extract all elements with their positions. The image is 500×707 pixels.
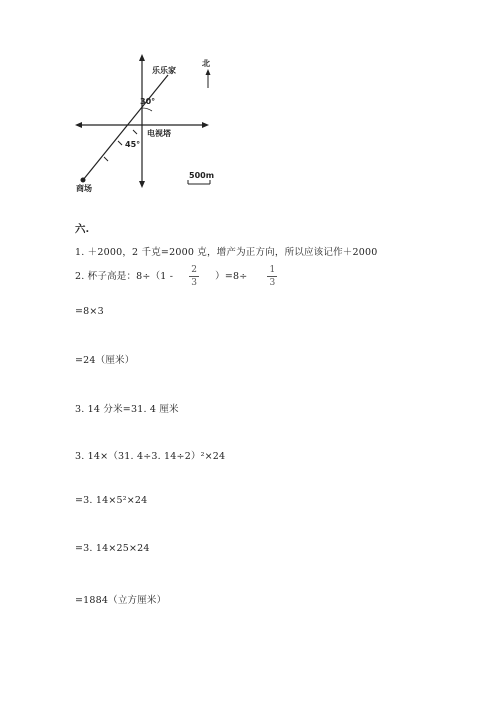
angle-30-label: 30° — [140, 97, 156, 106]
answer-line-5: 3. 14 分米=31. 4 厘米 — [75, 404, 179, 415]
answer-line-1: 1. ＋2000，2 千克=2000 克，增产为正方向，所以应该记作＋2000 — [75, 247, 378, 258]
lele-home-label: 乐乐家 — [152, 66, 176, 75]
answer-line-9: =1884（立方厘米） — [75, 595, 167, 606]
answer-line-3: =8×3 — [75, 306, 104, 317]
mall-label: 商场 — [76, 184, 92, 193]
tv-tower-label: 电视塔 — [147, 129, 171, 138]
mall-dot — [81, 178, 86, 183]
fraction-two-thirds: $\frac{2}{3}$ — [189, 265, 199, 288]
north-arrow — [206, 69, 211, 88]
answer-line-2 — [75, 265, 279, 288]
answer-line-2-prefix: 2. 杯子高是：8÷（1 - — [75, 271, 174, 282]
position-diagram — [60, 40, 260, 210]
answer-line-8: =3. 14×25×24 — [75, 543, 150, 554]
answer-line-4: =24（厘米） — [75, 355, 135, 366]
scale-bar — [188, 180, 210, 184]
section-heading: 六. — [75, 223, 90, 235]
north-label: 北 — [202, 59, 210, 68]
angle-arc-30 — [142, 108, 152, 111]
answer-line-7: =3. 14×5²×24 — [75, 495, 148, 506]
scale-label: 500m — [189, 171, 215, 180]
fraction-one-third: $\frac{1}{3}$ — [267, 265, 277, 288]
angle-45-label: 45° — [125, 140, 141, 149]
answer-line-2-mid: ）=8÷ — [215, 271, 248, 282]
answer-line-6: 3. 14×（31. 4÷3. 14÷2）²×24 — [75, 451, 226, 462]
direction-line — [83, 75, 168, 180]
vertical-axis — [139, 54, 145, 188]
